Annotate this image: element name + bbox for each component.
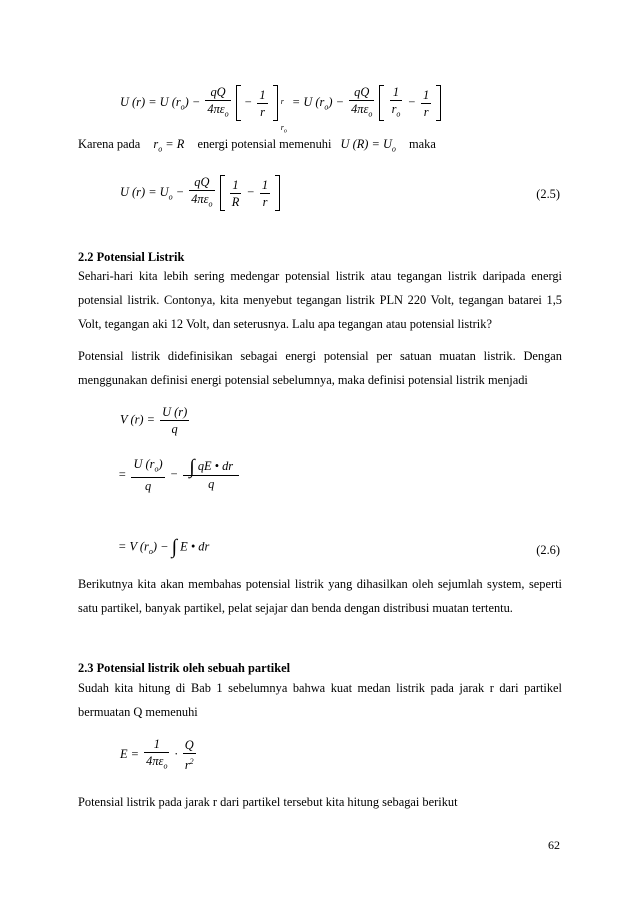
equation-2-5: U $(r) = U_o$ − $\frac{qQ}{4\pi\varepsilon_o}$ $\frac{1}{R}$ − $\frac{1}{r}$ bbox=[120, 174, 280, 212]
equation-number-2-5: (2.5) bbox=[536, 187, 560, 201]
paragraph-2-3-a: Sudah kita hitung di Bab 1 sebelumnya bahwa kuat medan listrik pada jarak r dari partikel bermuatan Q memenuhi bbox=[78, 681, 562, 719]
equation-v-definition: V (r) = $\frac{U (r)}{q}$ bbox=[120, 405, 188, 436]
equation-electric-field: E = $\frac{1}{4\pi\varepsilon_o}$ · $\frac{Q}{r^2}$ bbox=[120, 737, 194, 773]
equation-top: U (r) = U $(r_o)$ − $\frac{qQ}{4\pi\varepsilon_o}$ − $\frac{1}{r}$ r $r_o$ = U $(r_o)$ − $\frac{qQ}{4\pi\varepsilon_o}$ $\frac{1}{r_o}$ − $\frac{1}{r}$ bbox=[120, 84, 441, 122]
equation-v-expansion: = $\frac{U (r_o)}{q}$ − $\frac{\int qE • dr}{q}$ bbox=[118, 456, 241, 494]
paragraph-2-2-a: Sehari-hari kita lebih sering medengar potensial listrik atau tegangan listrik daripada energi potensial listrik. Contonya, kita menyebut tegangan listrik PLN 220 Volt, tegangan batarei 1,5 Volt, tegangan aki 12 Volt, dan seterusnya. Lalu apa tegangan atau potensial listrik? bbox=[78, 269, 562, 331]
paragraph-berikutnya: Berikutnya kita akan membahas potensial listrik yang dihasilkan oleh sejumlah system, seperti satu partikel, banyak partikel, pelat sejajar dan benda dengan distribusi muatan tertentu. bbox=[78, 577, 562, 615]
karena-line: Karena pada $r_o = R$ energi potensial memenuhi U $(R) = U_o$ maka bbox=[78, 137, 436, 154]
page-number: 62 bbox=[548, 838, 560, 852]
section-heading-2-3: 2.3 Potensial listrik oleh sebuah partikel bbox=[78, 661, 291, 675]
paragraph-2-2-b: Potensial listrik didefinisikan sebagai energi potensial per satuan muatan listrik. Dengan menggunakan definisi energi potensial sebelumnya, maka definisi potensial listrik menjadi bbox=[78, 349, 562, 387]
equation-number-2-6: (2.6) bbox=[536, 543, 560, 557]
section-heading-2-2: 2.2 Potensial Listrik bbox=[78, 250, 185, 264]
equation-2-6: = V $(r_o)$ − ∫ E • dr bbox=[118, 536, 210, 558]
paragraph-potensial-jarak: Potensial listrik pada jarak r dari partikel tersebut kita hitung sebagai berikut bbox=[78, 795, 458, 809]
